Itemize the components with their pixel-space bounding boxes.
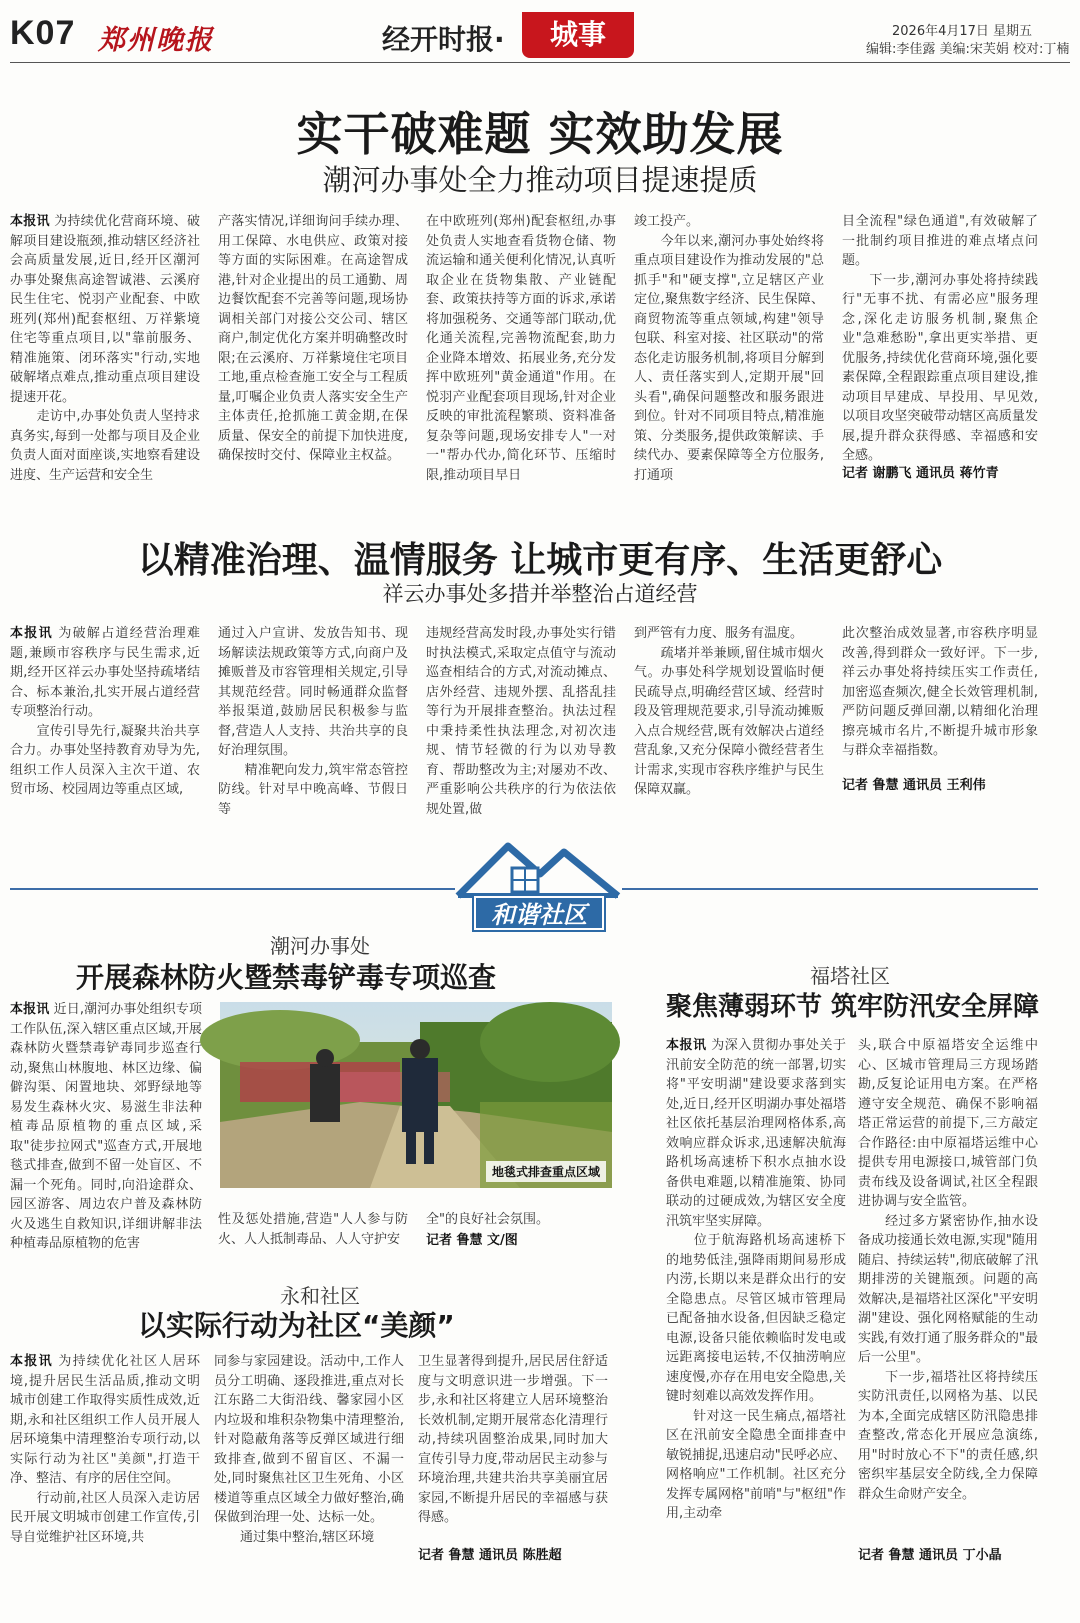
article1-text-1: 为持续优化营商环境、破解项目建设瓶颈,推动辖区经济社会高质量发展,近日,经开区潮河办事处聚焦高途智诚港、云溪府民生住宅、悦羽产业配套、中欧班列(郑州)配套枢纽、万祥紫境住宅等重点项目,以"靠前服务、精准施策、闭环落实"行动,实地破解堵点难点,推动重点项目建设提速开花。 走访中,办事处负责人坚持求真务实,每到一处都与项目及企业负责人面对面座谈,实地察看建设进度、生产运营和安全生	[10, 214, 200, 483]
article2-column-5: 此次整治成效显著,市容秩序明显改善,得到群众一致好评。下一步,祥云办事处将持续压实工作责任,加密巡查频次,健全长效管理机制,严防问题反弹回潮,以精细化治理擦亮城市名片,不断提升城市形象与群众幸福指数。	[842, 626, 1038, 758]
article1-column-2: 产落实情况,详细询问手续办理、用工保障、水电供应、政策对接等方面的实际困难。在高途智成港,针对企业提出的员工通勤、周边餐饮配套不完善等问题,现场协调相关部门对接公交公司、辖区商户,制定优化方案并明确整改时限;在云溪府、万祥紫境住宅项目工地,重点检查施工安全与工程质量,叮嘱企业负责人落实安全生产主体责任,抢抓施工黄金期,在保质量、保安全的前提下加快进度,确保按时交付、保障业主权益。	[218, 214, 408, 463]
article4-lead: 本报讯	[10, 1354, 53, 1369]
article2-lead: 本报讯	[10, 626, 53, 641]
banner-line-left	[10, 888, 455, 890]
article1-column-3: 在中欧班列(郑州)配套枢纽,办事处负责人实地查看货物仓储、物流运输和通关便利化情况,认真听取企业在货物集散、产业链配套、政策扶持等方面的诉求,承诺将加强税务、交通等部门联动,优化通关流程,完善物流配套,助力企业降本增效、拓展业务,充分发挥中欧班列"黄金通道"作用。在悦羽产业配套项目现场,针对企业反映的审批流程繁琐、资料准备复杂等问题,现场安排专人"一对一"帮办代办,简化环节、压缩时限,推动项目早日	[426, 214, 616, 483]
article4-kicker: 永和社区	[280, 1284, 360, 1308]
article2-subtitle: 祥云办事处多措并举整治占道经营	[382, 582, 698, 606]
article1-column-5: 目全流程"绿色通道",有效破解了一批制约项目推进的难点堵点问题。 下一步,潮河办事处将持续践行"无事不扰、有需必应"服务理念,深化走访服务机制,聚焦企业"急难愁盼",拿出更实举措、更优服务,持续优化营商环境,强化要素保障,全程跟踪重点项目建设,推动项目早建成、早投用、早见效,以项目攻坚突破带动辖区高质量发展,提升群众获得感、幸福感和安全感。	[842, 214, 1038, 463]
article1-lead: 本报讯	[10, 214, 50, 229]
newspaper-logo: 郑州晚报	[98, 25, 214, 56]
article3-text-1: 近日,潮河办事处组织专项工作队伍,深入辖区重点区域,开展森林防火暨禁毒铲毒同步巡查行动,聚焦山林腹地、林区边缘、偏僻沟渠、闲置地块、郊野绿地等易发生森林火灾、易滋生非法种植毒品原植物的重点区域,采取"徒步拉网式"巡查方式,开展地毯式排查,做到不留一处盲区、不漏一个死角。同时,向沿途群众、园区游客、周边农户普及森林防火及逃生自救知识,详细讲解非法种植毒品原植物的危害	[10, 1002, 202, 1251]
article1-column-4: 竣工投产。 今年以来,潮河办事处始终将重点项目建设作为推动发展的"总抓手"和"硬支撑",立足辖区产业定位,聚焦数字经济、民生保障、商贸物流等重点领域,构建"领导包联、科室对接、社区联动"的常态化走访服务机制,将项目分解到人、责任落实到人,定期开展"回头看",确保问题整改和服务跟进到位。针对不同项目特点,精准施策、分类服务,提供政策解读、手续代办、要素保障等全方位服务,打通项	[634, 214, 824, 483]
issue-date: 2026年4月17日 星期五	[892, 24, 1033, 39]
article4-column-1	[10, 1352, 200, 1564]
article2-column-1	[10, 624, 200, 797]
article1-subtitle: 潮河办事处全力推动项目提速提质	[322, 163, 758, 197]
article5-byline: 记者 鲁慧 通讯员 丁小晶	[858, 1548, 1002, 1563]
house-roof-icon	[448, 838, 628, 900]
article4-column-3: 卫生显著得到提升,居民居住舒适度与文明意识进一步增强。下一步,永和社区将建立人居环境整治长效机制,定期开展常态化清理行动,持续巩固整治成果,同时加大宣传引导力度,带动居民主动参与环境治理,共建共治共享美丽宜居家园,不断提升居民的幸福感与获得感。	[418, 1354, 608, 1525]
article1-title: 实干破难题 实效助发展	[296, 107, 784, 161]
banner-line-right	[622, 888, 1038, 890]
article1-byline: 记者 谢鹏飞 通讯员 蒋竹青	[842, 466, 999, 481]
article3-lead: 本报讯	[10, 1002, 50, 1017]
article4-title: 以实际行动为社区“美颜”	[138, 1309, 455, 1342]
article5-title: 聚焦薄弱环节 筑牢防汛安全屏障	[666, 992, 1040, 1022]
article5-kicker: 福塔社区	[810, 964, 890, 988]
article5-column-2: 头,联合中原福塔安全运维中心、区城市管理局三方现场踏勘,反复论证用电方案。在严格遵守安全规范、确保不影响福塔正常运营的前提下,三方敲定合作路径:由中原福塔运维中心提供专用电源接口,城管部门负责布线及设备调试,社区全程跟进协调与安全监管。 经过多方紧密协作,抽水设备成功接通长效电源,实现"随用随启、持续运转",彻底破解了汛期排涝的关键瓶颈。问题的高效解决,是福塔社区深化"平安明湖"建设、强化网格赋能的生动实践,有效打通了服务群众的"最后一公里"。 下一步,福塔社区将持续压实防汛责任,以网格为基、以民为本,全面完成辖区防汛隐患排查整改,常态化开展应急演练,用"时时放心不下"的责任感,织密织牢基层安全防线,全力保障群众生命财产安全。	[858, 1038, 1038, 1502]
article2-text-1: 为破解占道经营治理难题,兼顾市容秩序与民生需求,近期,经开区祥云办事处坚持疏堵结合、标本兼治,扎实开展占道经营专项整治行动。 宣传引导先行,凝聚共治共享合力。办事处坚持教育劝导为先,组织工作人员深入主次干道、农贸市场、校园周边等重点区域,	[10, 626, 200, 797]
section-tag: 城事	[522, 12, 634, 58]
article3-column-2: 性及惩处措施,营造"人人参与防火、人人抵制毒品、人人守护安	[218, 1212, 408, 1247]
article4-text-1: 为持续优化社区人居环境,提升居民生活品质,推动文明城市创建工作取得实质性成效,近期,永和社区组织工作人员开展人居环境集中清理整治专项行动,以实际行动为社区"美颜",打造干净、整洁、有序的居住空间。 行动前,社区人员深入走访居民开展文明城市创建工作宣传,引导自觉维护社区环境,共	[10, 1354, 200, 1545]
article2-column-4: 到严管有力度、服务有温度。 疏堵并举兼顾,留住城市烟火气。办事处科学规划设置临时便民疏导点,明确经营区域、经营时段及管理规范要求,引导流动摊贩入点合规经营,既有效解决占道经营乱象,又充分保障小微经营者生计需求,实现市容秩序维护与民生保障双赢。	[634, 626, 824, 797]
article3-byline: 记者 鲁慧 文/图	[426, 1233, 518, 1248]
article3-kicker: 潮河办事处	[270, 934, 370, 958]
patrol-photo	[220, 1002, 612, 1188]
article2-title: 以精准治理、温情服务 让城市更有序、生活更舒心	[137, 540, 943, 581]
article2-column-2: 通过入户宣讲、发放告知书、现场解读法规政策等方式,向商户及摊贩普及市容管理相关规定,引导其规范经营。同时畅通群众监督举报渠道,鼓励居民积极参与监督,营造人人支持、共治共享的良好治理氛围。 精准靶向发力,筑牢常态管控防线。针对早中晚高峰、节假日等	[218, 626, 408, 817]
article1-column-1	[10, 212, 200, 482]
article3-title: 开展森林防火暨禁毒铲毒专项巡查	[76, 961, 497, 994]
article2-column-3: 违规经营高发时段,办事处实行错时执法模式,采取定点值守与流动巡查相结合的方式,对流动摊点、店外经营、违规外摆、乱搭乱挂等行为开展排查整治。执法过程中秉持柔性执法理念,对初次违规、情节轻微的行为以劝导教育、帮助整改为主;对屡劝不改、严重影响公共秩序的行为依法依规处置,做	[426, 626, 616, 817]
article2-byline: 记者 鲁慧 通讯员 王利伟	[842, 778, 986, 793]
article4-column-2: 同参与家园建设。活动中,工作人员分工明确、逐段推进,重点对长江东路二大街沿线、馨家园小区内垃圾和堆积杂物集中清理整治,针对隐蔽角落等反弹区域进行细致排查,做到不留盲区、不漏一处,同时聚焦社区卫生死角、小区楼道等重点区域全力做好整治,确保做到治理一处、达标一处。 通过集中整治,辖区环境	[214, 1354, 404, 1545]
page-number: K07	[10, 14, 76, 52]
masthead-rule	[10, 62, 1070, 63]
article3-column-3: 全"的良好社会氛围。	[426, 1212, 549, 1227]
editor-credits: 编辑:李佳露 美编:宋芙娟 校对:丁楠	[866, 42, 1070, 57]
section-title: 经开时报·	[382, 23, 505, 56]
article5-column-1	[666, 1036, 846, 1564]
article5-lead: 本报讯	[666, 1038, 707, 1053]
article5-text-1: 为深入贯彻办事处关于汛前安全防范的统一部署,切实将"平安明湖"建设要求落到实处,近日,经开区明湖办事处福塔社区依托基层治理网格体系,高效响应群众诉求,迅速解决航海路机场高速桥下积水点抽水设备供电难题,以精准施策、协同联动的过硬成效,为辖区安全度汛筑牢坚实屏障。 位于航海路机场高速桥下的地势低洼,强降雨期间易形成内涝,长期以来是群众出行的安全隐患点。尽管区城市管理局已配备抽水设备,但因缺乏稳定电源,设备只能依赖临时发电或远距离接电运转,不仅抽涝响应速度慢,亦存在用电安全隐患,关键时刻难以高效发挥作用。 针对这一民生痛点,福塔社区在汛前安全隐患全面排查中敏锐捕捉,迅速启动"民呼必应、网格响应"工作机制。社区充分发挥专属网格"前哨"与"枢纽"作用,主动牵	[666, 1038, 846, 1521]
article3-column-1	[10, 1000, 202, 1251]
article4-byline: 记者 鲁慧 通讯员 陈胜超	[418, 1548, 562, 1563]
banner-title: 和谐社区	[474, 896, 604, 930]
photo-caption: 地毯式排查重点区域	[486, 1161, 606, 1182]
